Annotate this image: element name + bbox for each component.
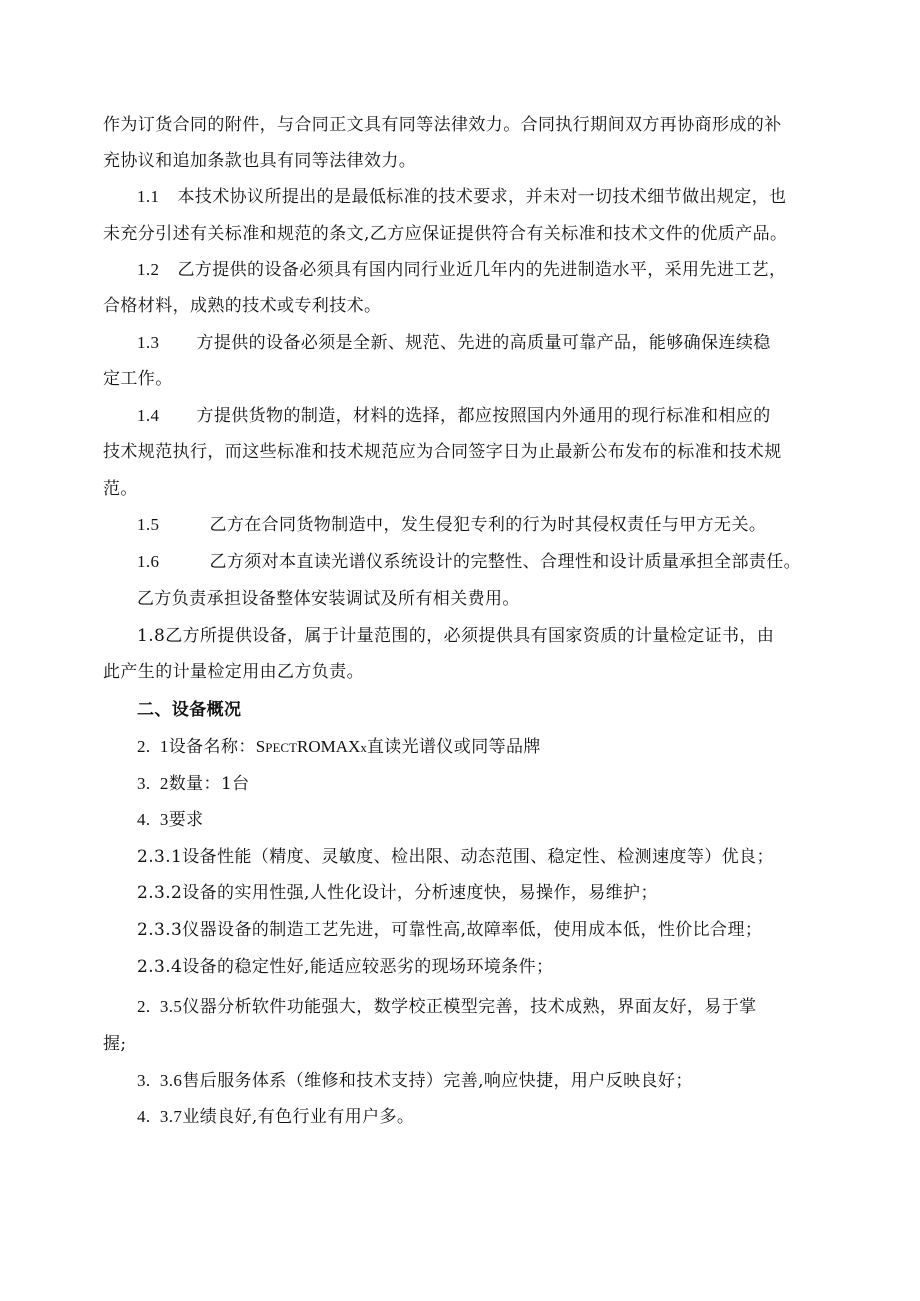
clause-1-6-line-2: 乙方负责承担设备整体安装调试及所有相关费用。 xyxy=(137,589,520,609)
item-text: 业绩良好,有色行业有用户多。 xyxy=(182,1107,415,1127)
requirement-3-7 xyxy=(137,1106,414,1128)
clause-text: 乙方提供的设备必须具有国内同行业近几年内的先进制造水平，采用先进工艺， xyxy=(177,260,787,280)
item-quantity xyxy=(137,773,250,795)
clause-text: 方提供货物的制造，材料的选择，都应按照国内外通用的现行标准和相应的 xyxy=(196,406,771,426)
clause-1-3-line-2: 定工作。 xyxy=(103,369,173,389)
requirement-3-5-line-1 xyxy=(137,996,757,1018)
item-label: 设备名称： xyxy=(168,737,256,757)
item-requirements xyxy=(137,809,204,831)
clause-text: 方提供的设备必须是全新、规范、先进的高质量可靠产品，能够确保连续稳 xyxy=(196,333,771,353)
requirement-2-3-3: 2.3.3仪器设备的制造工艺先进，可靠性高,故障率低，使用成本低，性价比合理； xyxy=(137,920,763,940)
item-equipment-name xyxy=(137,736,541,759)
item-number: 4. 3.7 xyxy=(137,1107,183,1126)
intro-line-2: 充协议和追加条款也具有同等法律效力。 xyxy=(103,151,417,171)
brand-name: SPECTROMAXx xyxy=(255,737,367,756)
item-number: 4. 3 xyxy=(137,810,169,829)
requirement-2-3-1: 2.3.1设备性能（精度、灵敏度、检出限、动态范围、稳定性、检测速度等）优良； xyxy=(137,847,774,867)
clause-number: 1.4 xyxy=(137,406,160,425)
clause-1-4-line-1 xyxy=(137,405,771,427)
item-text: 售后服务体系（维修和技术支持）完善,响应快捷，用户反映良好； xyxy=(182,1071,693,1091)
clause-1-6-line-1 xyxy=(137,551,801,573)
clause-number: 1.2 xyxy=(137,260,160,279)
clause-number: 1.5 xyxy=(137,515,160,534)
item-text: 数量：1台 xyxy=(168,774,250,794)
clause-1-3-line-1 xyxy=(137,332,771,354)
item-suffix: 直读光谱仪或同等品牌 xyxy=(366,737,541,757)
clause-1-8-line-2: 此产生的计量检定用由乙方负责。 xyxy=(103,662,364,682)
intro-line-1: 作为订货合同的附件，与合同正文具有同等法律效力。合同执行期间双方再协商形成的补 xyxy=(103,115,782,135)
item-number: 2. 1 xyxy=(137,737,169,756)
clause-1-1-line-1 xyxy=(137,186,786,208)
clause-number: 1.3 xyxy=(137,333,160,352)
item-number: 2. 3.5 xyxy=(137,997,183,1016)
clause-number: 1.6 xyxy=(137,552,160,571)
clause-1-5-line-1 xyxy=(137,514,766,536)
item-text: 仪器分析软件功能强大，数学校正模型完善，技术成熟，界面友好，易于掌 xyxy=(182,997,757,1017)
section-heading: 二、设备概况 xyxy=(137,700,242,720)
requirement-2-3-2: 2.3.2设备的实用性强,人性化设计，分析速度快，易操作，易维护； xyxy=(137,883,658,903)
item-text: 要求 xyxy=(168,810,204,830)
item-number: 3. 3.6 xyxy=(137,1071,183,1090)
clause-1-1-line-2: 未充分引述有关标准和规范的条文,乙方应保证提供符合有关标准和技术文件的优质产品。 xyxy=(103,224,788,244)
clause-1-2-line-2: 合格材料，成熟的技术或专利技术。 xyxy=(103,296,382,316)
clause-number: 1.1 xyxy=(137,187,160,206)
clause-1-4-line-2: 技术规范执行，而这些标准和技术规范应为合同签字日为止最新公布发布的标准和技术规 xyxy=(103,442,782,462)
clause-text: 本技术协议所提出的是最低标准的技术要求，并未对一切技术细节做出规定，也 xyxy=(177,187,787,207)
item-number: 3. 2 xyxy=(137,774,169,793)
requirement-3-5-line-2: 握; xyxy=(103,1034,127,1054)
clause-1-4-line-3: 范。 xyxy=(103,479,138,499)
clause-text: 乙方须对本直读光谱仪系统设计的完整性、合理性和设计质量承担全部责任。 xyxy=(209,552,802,572)
clause-text: 乙方在合同货物制造中，发生侵犯专利的行为时其侵权责任与甲方无关。 xyxy=(209,515,767,535)
clause-1-8-line-1: 1.8乙方所提供设备，属于计量范围的，必须提供具有国家资质的计量检定证书，由 xyxy=(137,626,775,646)
requirement-3-6 xyxy=(137,1070,693,1092)
requirement-2-3-4: 2.3.4设备的稳定性好,能适应较恶劣的现场环境条件； xyxy=(137,957,554,977)
clause-1-2-line-1 xyxy=(137,259,786,281)
